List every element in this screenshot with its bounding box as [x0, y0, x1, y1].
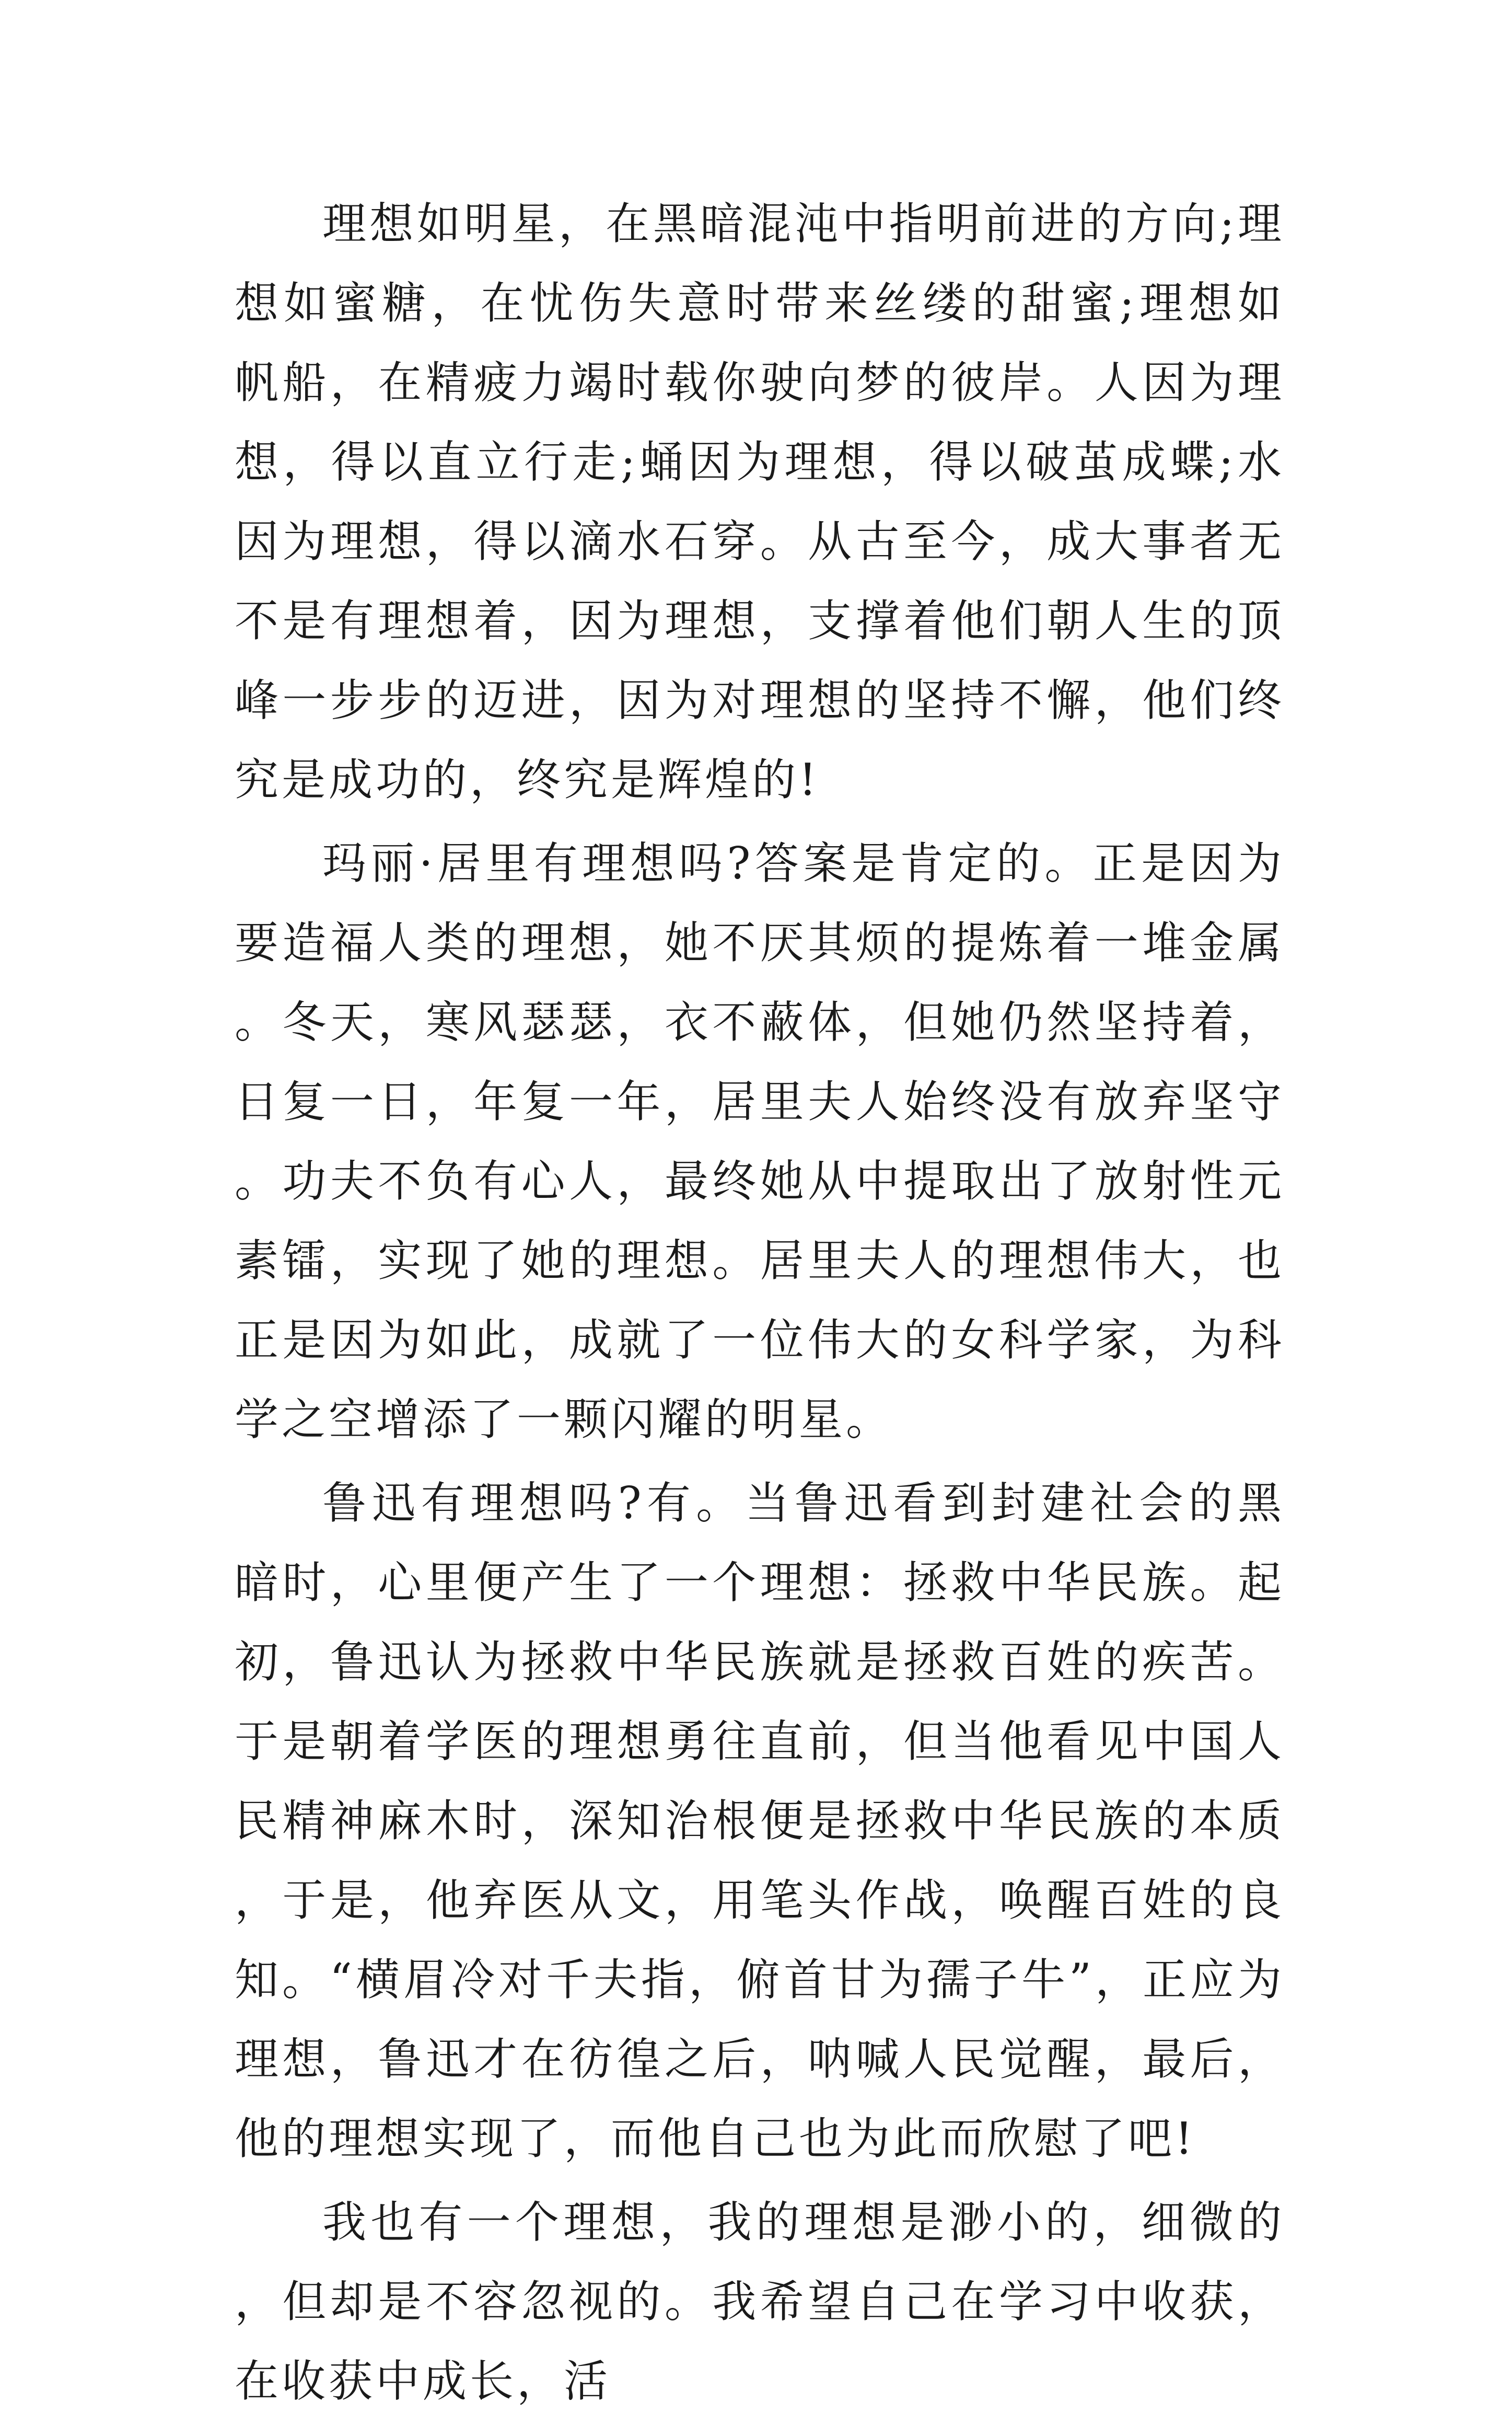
paragraph-my-ideal: 我也有一个理想，我的理想是渺小的，细微的，但却是不容忽视的。我希望自己在学习中收获，在收获中成长，活: [235, 2197, 1285, 2407]
paragraph-lu-xun: 鲁迅有理想吗?有。当鲁迅看到封建社会的黑暗时，心里便产生了一个理想：拯救中华民族。起初，鲁迅认为拯救中华民族就是拯救百姓的疾苦。于是朝着学医的理想勇往直前，但当他看见中国人民精神麻木时，深知治根便是拯救中华民族的本质，于是，他弃医从文，用笔头作战，唤醒百姓的良知。“横眉冷对千夫指，俯首甘为孺子牛”，正应为理想，鲁迅才在彷徨之后，呐喊人民觉醒，最后，他的理想实现了，而他自己也为此而欣慰了吧!: [235, 1477, 1285, 2164]
paragraph-ideal-metaphors: 理想如明星，在黑暗混沌中指明前进的方向;理想如蜜糖，在忧伤失意时带来丝缕的甜蜜;理想如帆船，在精疲力竭时载你驶向梦的彼岸。人因为理想，得以直立行走;蛹因为理想，得以破茧成蝶;水因为理想，得以滴水石穿。从古至今，成大事者无不是有理想着，因为理想，支撑着他们朝人生的顶峰一步步的迈进，因为对理想的坚持不懈，他们终究是成功的，终究是辉煌的!: [235, 198, 1285, 805]
paragraph-marie-curie: 玛丽·居里有理想吗?答案是肯定的。正是因为要造福人类的理想，她不厌其烦的提炼着一堆金属。冬天，寒风瑟瑟，衣不蔽体，但她仍然坚持着，日复一日，年复一年，居里夫人始终没有放弃坚守。功夫不负有心人，最终她从中提取出了放射性元素镭，实现了她的理想。居里夫人的理想伟大，也正是因为如此，成就了一位伟大的女科学家，为科学之空增添了一颗闪耀的明星。: [235, 838, 1285, 1445]
document-body: [235, 184, 1285, 2425]
